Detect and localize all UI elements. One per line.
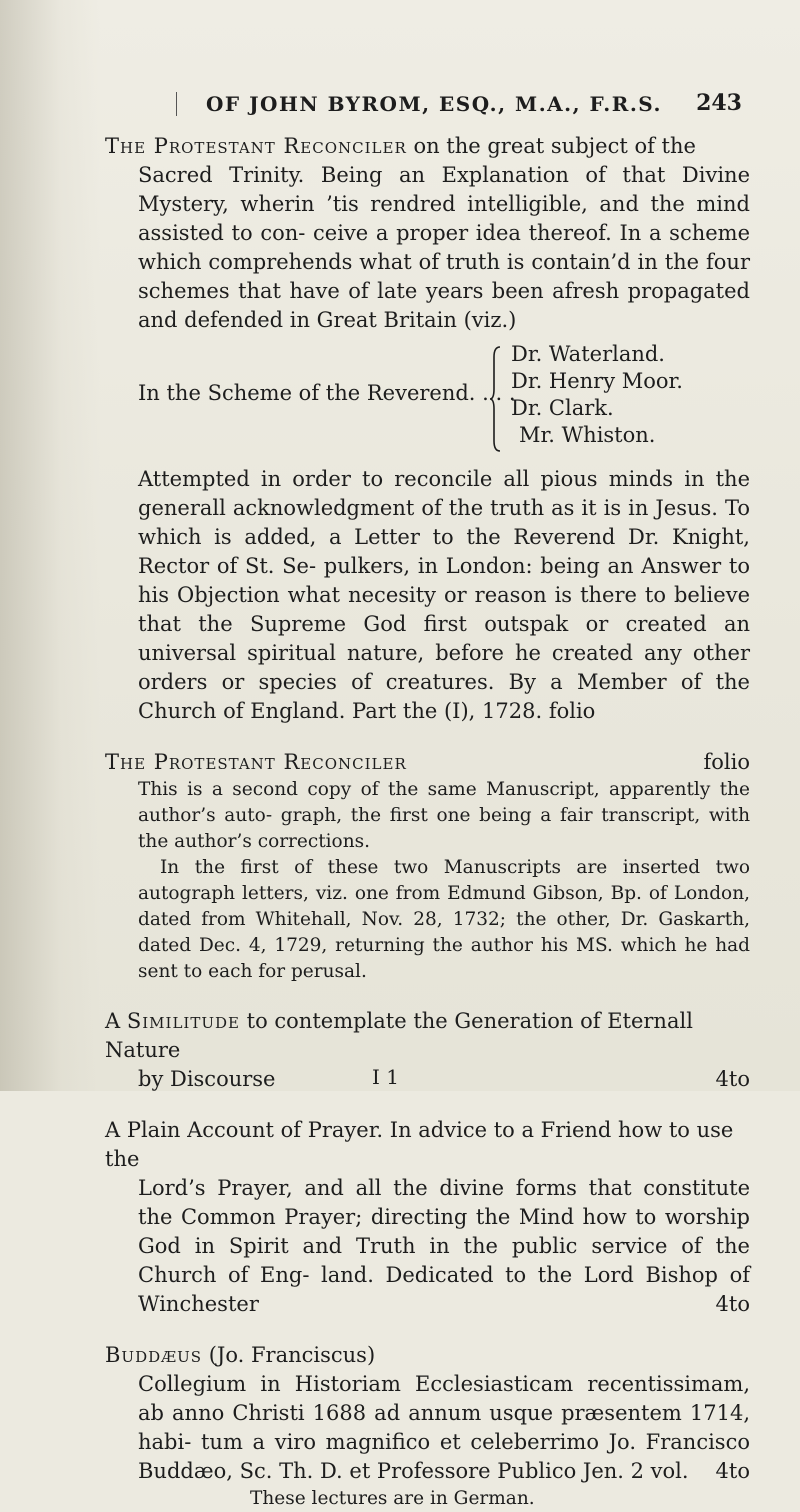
entry-similitude <box>105 1007 750 1094</box>
entry-heading-lead: A <box>105 1009 121 1033</box>
entry-note: In the first of these two Manuscripts are inserted two autograph letters, viz. one from Edmund Gibson, Bp. of London, dated from Whitehall, Nov. 28, 1732; the other, Dr. Gaskarth, dated Dec. 4, 1729, returning the author his MS. which he had sent to each for perusal. <box>138 857 750 982</box>
scheme-label: In the Scheme of the Reverend. . . . <box>138 381 516 405</box>
entry-heading <box>105 748 750 777</box>
entry-heading <box>105 1116 750 1174</box>
entry-protestant-reconciler-copy <box>105 748 750 985</box>
brace-icon <box>490 345 502 453</box>
signature-mark: I 1 <box>372 1065 399 1089</box>
entry-format: 4to <box>715 1292 750 1316</box>
running-header: OF JOHN BYROM, ESQ., M.A., F.R.S. <box>206 92 662 116</box>
entry-description <box>105 1065 750 1094</box>
entry-description-text: Collegium in Historiam Ecclesiasticam recentissimam, ab anno Christi 1688 ad annum usque præsentem 1714, habi- tum a viro magnifico et celeberrimo Jo. Francisco Buddæo, Sc. Th. D. et Professore Publico Jen. 2 vol. <box>138 1372 750 1483</box>
entry-note: These lectures are in German. <box>250 1488 535 1509</box>
scheme-name: Mr. Whiston. <box>519 423 656 447</box>
entry-heading <box>105 1341 750 1370</box>
scheme-name: Dr. Henry Moor. <box>511 369 683 393</box>
entry-description <box>105 1174 750 1319</box>
entry-note: This is a second copy of the same Manuscript, apparently the author’s auto- graph, the first one being a fair transcript, with the author’s corrections. <box>138 779 750 852</box>
entry-heading <box>105 1007 750 1065</box>
entry-format: 4to <box>715 1067 750 1091</box>
entry-description-text: by Discourse <box>138 1067 276 1091</box>
entry-title: The Protestant Reconciler <box>105 134 407 158</box>
entry-description: Sacred Trinity. Being an Explanation of that Divine Mystery, wherin ’tis rendred intelligible, and the mind assisted to con- ceive a proper idea thereof. In a scheme which comprehends what of truth is contain’d in the four schemes that have of late years been afresh propagated and defended in Great Britain (viz.) <box>138 163 750 332</box>
entry-protestant-reconciler <box>105 132 750 335</box>
page-edge-shadow <box>0 0 100 1091</box>
entry-title: The Protestant Reconciler <box>105 750 407 774</box>
entry-description <box>105 1370 750 1486</box>
entry-title: Buddæus <box>105 1343 203 1367</box>
entry-buddaeus <box>105 1341 750 1512</box>
entry-heading-rest: In advice to a Friend how to use the <box>105 1118 734 1171</box>
scheme-names <box>511 341 683 449</box>
entry-heading <box>105 132 750 161</box>
scheme-name: Dr. Waterland. <box>511 342 665 366</box>
entry-format: folio <box>703 750 750 774</box>
entry-title: A Plain Account of Prayer. <box>105 1118 384 1142</box>
entry-description: Attempted in order to reconcile all pious minds in the generall acknowledgment of the truth as it is in Jesus. To which is added, a Letter to the Reverend Dr. Knight, Rector of St. Se- pulkers, in London: being an Answer to his Objection what necesity or reason is there to believe that the Supreme God first outspak or created an universal spiritual nature, before he created any other orders or species of creatures. By a Member of the Church of England. Part the (I), 1728. folio <box>138 467 750 723</box>
entry-format: 4to <box>715 1459 750 1483</box>
entry-heading-rest: on the great subject of the <box>406 134 696 158</box>
scheme-name: Dr. Clark. <box>511 396 614 420</box>
entry-heading-rest: (Jo. Franciscus) <box>202 1343 376 1367</box>
entry-description-text: Lord’s Prayer, and all the divine forms that constitute the Common Prayer; directing the Mind how to worship God in Spirit and Truth in the public service of the Church of Eng- land. Dedicated to the Lord Bishop of Winchester <box>138 1176 750 1316</box>
header-rule <box>176 92 177 116</box>
scheme-block <box>138 341 758 461</box>
page-number: 243 <box>696 90 742 116</box>
entry-description-continued <box>105 465 750 726</box>
entry-heading-rest: to contemplate the Generation of Eternall Nature <box>105 1009 693 1062</box>
entry-title: Similitude <box>126 1009 240 1033</box>
entry-plain-account-of-prayer <box>105 1116 750 1319</box>
